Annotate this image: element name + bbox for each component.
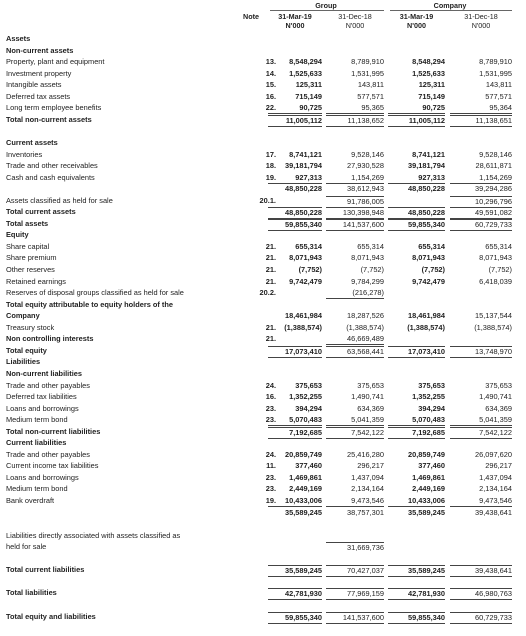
company-2019-value: 20,859,749 xyxy=(408,449,445,459)
row-label: Total current assets xyxy=(6,207,76,217)
row-label: Assets xyxy=(6,34,31,43)
company-2018-value: 1,154,269 xyxy=(450,173,512,184)
group-2018-value: 18,287,526 xyxy=(347,311,384,321)
group-2019-value: 20,859,749 xyxy=(285,449,322,459)
company-2019-value: 35,589,245 xyxy=(388,565,445,577)
company-2019-value: 8,548,294 xyxy=(412,57,445,67)
row-note: 23. xyxy=(265,484,276,494)
row-label: Cash and cash equivalents xyxy=(6,172,95,182)
group-2018-value: 375,653 xyxy=(357,380,384,390)
group-2018-value: 1,490,741 xyxy=(351,392,384,402)
group-2018-value: 1,437,094 xyxy=(351,472,384,482)
company-2019-value: 1,525,633 xyxy=(412,68,445,78)
table-row-subtotal xyxy=(0,600,526,610)
group-2019-value: (7,752) xyxy=(298,265,322,274)
company-2019-value: (7,752) xyxy=(421,265,445,274)
row-label: Intangible assets xyxy=(6,80,62,90)
table-row xyxy=(0,565,526,575)
table-row xyxy=(0,542,526,552)
company-2019-value: 39,181,794 xyxy=(408,161,445,171)
group-2019-value: 715,149 xyxy=(295,91,322,101)
table-row xyxy=(0,496,526,506)
group-2019-value: 42,781,930 xyxy=(268,588,322,600)
table-row xyxy=(0,219,526,229)
group-2018-value: 95,365 xyxy=(326,103,384,114)
row-note: 21. xyxy=(265,253,276,263)
table-row xyxy=(0,415,526,425)
table-row xyxy=(0,531,526,541)
row-label: held for sale xyxy=(6,542,47,552)
row-label: Reserves of disposal groups classified as held for sale xyxy=(6,288,184,298)
company-2018-value: 143,811 xyxy=(485,80,512,90)
row-label: Deferred tax assets xyxy=(6,91,71,101)
company-2018-value: 5,041,359 xyxy=(450,415,512,426)
company-2019-value: 8,741,121 xyxy=(412,149,445,159)
company-2019-value: 18,461,984 xyxy=(408,311,445,321)
group-2019-value: 8,548,294 xyxy=(289,57,322,67)
table-row xyxy=(0,80,526,90)
row-label: Trade and other receivables xyxy=(6,161,98,171)
table-row xyxy=(0,288,526,298)
col3-date: 31-Mar-19 xyxy=(399,12,434,21)
row-label: Current income tax liabilities xyxy=(6,461,99,471)
col1-date: 31-Mar-19 xyxy=(278,12,312,21)
company-2018-value: 1,490,741 xyxy=(479,392,512,402)
table-row xyxy=(0,427,526,437)
group-2019-value: 2,449,169 xyxy=(289,484,322,494)
row-note: 11. xyxy=(266,461,276,471)
group-2018-value: 577,571 xyxy=(357,91,384,101)
row-label: Treasury stock xyxy=(6,322,55,332)
group-2018-value: 70,427,037 xyxy=(326,565,384,577)
group-2018-value: 634,369 xyxy=(357,403,384,413)
group-2019-value: 394,294 xyxy=(295,403,322,413)
company-2019-value: (1,388,574) xyxy=(407,322,445,332)
row-label: Retained earnings xyxy=(6,276,66,286)
row-note: 23. xyxy=(265,415,276,425)
row-label: Share capital xyxy=(6,241,50,251)
table-row xyxy=(0,103,526,113)
table-row xyxy=(0,300,526,310)
row-note: 19. xyxy=(265,172,276,182)
company-2018-value: 634,369 xyxy=(485,403,512,413)
col4-unit: N'000 xyxy=(471,21,491,30)
table-row xyxy=(0,115,526,125)
company-2018-value: 60,729,733 xyxy=(450,612,512,624)
table-row-subtotal xyxy=(0,519,526,529)
group-2018-value: (216,278) xyxy=(326,288,384,299)
group-2019-value: 11,005,112 xyxy=(268,115,322,127)
group-2018-value: 11,138,652 xyxy=(326,115,384,127)
row-note: 20.1. xyxy=(259,195,276,205)
company-2018-value: 9,528,146 xyxy=(479,149,512,159)
row-note: 18. xyxy=(265,161,276,171)
row-label: Equity xyxy=(6,230,29,240)
table-row xyxy=(0,323,526,333)
group-2019-value: 1,525,633 xyxy=(289,68,322,78)
company-2018-value: 39,294,286 xyxy=(475,184,512,194)
group-2018-value: 9,784,299 xyxy=(351,276,384,286)
row-label: Loans and borrowings xyxy=(6,403,79,413)
company-2019-value: 655,314 xyxy=(418,241,445,251)
company-2019-value: 17,073,410 xyxy=(388,346,445,358)
group-2019-value: (1,388,574) xyxy=(284,322,322,332)
company-2018-value: 28,611,871 xyxy=(475,161,512,171)
company-2019-value: 715,149 xyxy=(418,91,445,101)
company-2018-value: 11,138,651 xyxy=(450,115,512,127)
group-2018-value: 9,473,546 xyxy=(326,496,384,507)
row-label: Liabilities directly associated with assets classified as xyxy=(6,530,181,540)
company-2018-value: 2,134,164 xyxy=(479,484,512,494)
company-2018-value: 10,296,796 xyxy=(450,196,512,207)
row-label: Bank overdraft xyxy=(6,496,55,505)
table-row xyxy=(0,346,526,356)
row-label: Total equity attributable to equity holders of the xyxy=(6,299,173,309)
row-label: Deferred tax liabilities xyxy=(6,392,77,402)
table-row xyxy=(0,381,526,391)
table-row xyxy=(0,230,526,240)
group-2018-value: 143,811 xyxy=(357,80,384,90)
group-2018-value: 38,757,301 xyxy=(347,507,384,517)
table-row xyxy=(0,253,526,263)
row-label: Assets classified as held for sale xyxy=(6,195,113,205)
row-label: Non-current liabilities xyxy=(6,368,82,378)
table-row xyxy=(0,150,526,160)
table-row-subtotal xyxy=(0,184,526,194)
company-2019-value: 125,311 xyxy=(418,80,445,90)
group-2018-value: 655,314 xyxy=(357,241,384,251)
row-label: Share premium xyxy=(6,253,57,263)
col2-unit: N'000 xyxy=(345,21,365,30)
row-label: Inventories xyxy=(6,149,43,159)
row-note: 24. xyxy=(265,380,276,390)
group-2018-value: 1,154,269 xyxy=(326,173,384,184)
company-2018-value: 577,571 xyxy=(485,91,512,101)
row-label: Total assets xyxy=(6,218,49,228)
table-row xyxy=(0,207,526,217)
group-2019-value: 59,855,340 xyxy=(268,219,322,231)
company-2018-value: 15,137,544 xyxy=(475,311,512,321)
group-2018-value: 5,041,359 xyxy=(326,415,384,426)
group-2019-value: 18,461,984 xyxy=(285,311,322,321)
company-2018-value: 8,789,910 xyxy=(479,57,512,67)
table-row xyxy=(0,334,526,344)
group-2019-value: 48,850,228 xyxy=(285,184,322,194)
group-2018-value: 141,537,600 xyxy=(326,219,384,231)
row-note: 17. xyxy=(265,149,276,159)
group-2019-value: 377,460 xyxy=(295,461,322,471)
row-note: 16. xyxy=(265,392,276,402)
row-label: Current assets xyxy=(6,137,58,147)
row-label: Company xyxy=(6,311,40,321)
row-note: 21. xyxy=(265,265,276,274)
row-label: Long term employee benefits xyxy=(6,103,102,113)
company-2019-value: 5,070,483 xyxy=(388,415,445,426)
table-row-subtotal xyxy=(0,126,526,136)
table-row xyxy=(0,311,526,321)
row-note: 23. xyxy=(265,472,276,482)
company-2018-value: 655,314 xyxy=(485,241,512,251)
company-2018-value: (1,388,574) xyxy=(474,322,512,332)
row-label: Total non-current assets xyxy=(6,114,92,124)
row-label: Other reserves xyxy=(6,265,55,274)
row-note: 23. xyxy=(265,403,276,413)
group-2018-value: 9,528,146 xyxy=(351,149,384,159)
table-row xyxy=(0,473,526,483)
row-label: Total equity xyxy=(6,345,47,355)
group-2018-value: 1,531,995 xyxy=(351,68,384,78)
row-label: Liabilities xyxy=(6,357,41,367)
company-2018-value: 6,418,039 xyxy=(479,276,512,286)
table-row-subtotal xyxy=(0,554,526,564)
group-2019-value: 10,433,006 xyxy=(268,496,322,507)
company-2018-value: 46,980,763 xyxy=(450,588,512,600)
table-row xyxy=(0,265,526,275)
col4-date: 31-Dec-18 xyxy=(464,12,498,21)
row-label: Total equity and liabilities xyxy=(6,611,96,621)
table-row xyxy=(0,92,526,102)
group-2018-value: (1,388,574) xyxy=(346,322,384,332)
table-row xyxy=(0,57,526,67)
table-row xyxy=(0,369,526,379)
table-row xyxy=(0,392,526,402)
row-note: 15. xyxy=(265,80,276,90)
company-2019-value: 927,313 xyxy=(388,173,445,184)
group-2018-value: 31,669,736 xyxy=(326,542,384,553)
group-2018-value: 8,071,943 xyxy=(351,253,384,263)
group-2018-value: 63,568,441 xyxy=(326,346,384,358)
company-2019-value: 8,071,943 xyxy=(412,253,445,263)
group-2019-value: 655,314 xyxy=(295,241,322,251)
table-row xyxy=(0,277,526,287)
row-note: 16. xyxy=(265,91,276,101)
row-note: 20.2. xyxy=(259,288,276,298)
company-2019-value: 35,589,245 xyxy=(408,507,445,517)
group-2019-value: 5,070,483 xyxy=(268,415,322,426)
row-label: Current liabilities xyxy=(6,438,67,448)
company-2019-value: 394,294 xyxy=(418,403,445,413)
group-2018-value: 7,542,122 xyxy=(326,427,384,439)
row-label: Medium term bond xyxy=(6,484,68,494)
row-label: Property, plant and equipment xyxy=(6,57,105,67)
company-2018-value: 13,748,970 xyxy=(450,346,512,358)
group-2019-value: 35,589,245 xyxy=(268,565,322,577)
table-row-subtotal xyxy=(0,577,526,587)
company-2018-value: 7,542,122 xyxy=(450,427,512,439)
company-2019-value: 10,433,006 xyxy=(388,496,445,507)
group-2018-value: 77,969,159 xyxy=(326,588,384,600)
company-2018-value: 39,438,641 xyxy=(475,507,512,517)
row-label: Total liabilities xyxy=(6,588,57,598)
group-2019-value: 90,725 xyxy=(268,103,322,114)
company-heading-rule xyxy=(390,10,512,11)
row-label: Non controlling interests xyxy=(6,334,94,344)
company-2018-value: 26,097,620 xyxy=(475,449,512,459)
company-2019-value: 9,742,479 xyxy=(412,276,445,286)
row-note: 21. xyxy=(265,334,276,344)
company-2018-value: 49,591,082 xyxy=(450,207,512,219)
company-2018-value: 8,071,943 xyxy=(479,253,512,263)
table-row xyxy=(0,438,526,448)
group-2019-value: 7,192,685 xyxy=(268,427,322,439)
group-2018-value: 130,398,948 xyxy=(326,207,384,219)
group-2019-value: 8,741,121 xyxy=(289,149,322,159)
group-2018-value: 296,217 xyxy=(357,461,384,471)
table-row xyxy=(0,242,526,252)
group-2018-value: 2,134,164 xyxy=(351,484,384,494)
company-2018-value: 296,217 xyxy=(485,461,512,471)
row-note: 14. xyxy=(265,68,276,78)
table-row xyxy=(0,196,526,206)
group-2018-value: 46,669,489 xyxy=(326,334,384,345)
table-row xyxy=(0,588,526,598)
group-2018-value: 141,537,600 xyxy=(326,612,384,624)
group-2019-value: 17,073,410 xyxy=(268,346,322,358)
row-label: Trade and other payables xyxy=(6,380,90,390)
company-2019-value: 48,850,228 xyxy=(388,207,445,219)
company-2018-value: (7,752) xyxy=(488,265,512,274)
company-2018-value: 375,653 xyxy=(485,380,512,390)
col3-unit: N'000 xyxy=(407,21,426,30)
group-2019-value: 8,071,943 xyxy=(289,253,322,263)
row-label: Total non-current liabilities xyxy=(6,426,101,436)
company-2019-value: 2,449,169 xyxy=(412,484,445,494)
company-2019-value: 59,855,340 xyxy=(388,219,445,231)
row-note: 21. xyxy=(265,241,276,251)
company-2019-value: 377,460 xyxy=(418,461,445,471)
company-2019-value: 1,469,861 xyxy=(412,472,445,482)
col1-unit: N'000 xyxy=(285,21,305,30)
company-2018-value: 95,364 xyxy=(450,103,512,114)
group-2019-value: 39,181,794 xyxy=(285,161,322,171)
company-heading: Company xyxy=(433,1,467,10)
group-2018-value: 38,612,943 xyxy=(347,184,384,194)
group-2019-value: 375,653 xyxy=(295,380,322,390)
group-heading-rule xyxy=(270,10,384,11)
table-row xyxy=(0,404,526,414)
row-note: 19. xyxy=(265,496,276,505)
group-2019-value: 125,311 xyxy=(295,80,322,90)
row-label: Trade and other payables xyxy=(6,449,90,459)
group-2018-value: (7,752) xyxy=(360,265,384,274)
company-2018-value: 9,473,546 xyxy=(450,496,512,507)
company-2018-value: 60,729,733 xyxy=(450,219,512,231)
group-2019-value: 48,850,228 xyxy=(268,207,322,219)
row-note: 24. xyxy=(265,449,276,459)
table-row xyxy=(0,357,526,367)
row-label: Total current liabilities xyxy=(6,565,85,575)
group-2019-value: 1,352,255 xyxy=(289,392,322,402)
row-label: Non-current assets xyxy=(6,45,74,55)
group-2018-value: 27,930,528 xyxy=(347,161,384,171)
group-2019-value: 35,589,245 xyxy=(285,507,322,517)
company-2019-value: 90,725 xyxy=(388,103,445,114)
group-heading: Group xyxy=(315,1,337,10)
row-note: 21. xyxy=(265,276,276,286)
col2-date: 31-Dec-18 xyxy=(338,12,372,21)
row-note: 13. xyxy=(265,57,276,67)
group-2019-value: 1,469,861 xyxy=(289,472,322,482)
row-note: 21. xyxy=(265,322,276,332)
company-2018-value: 1,437,094 xyxy=(479,472,512,482)
group-2018-value: 25,416,280 xyxy=(347,449,384,459)
note-heading: Note xyxy=(243,12,259,21)
group-2019-value: 927,313 xyxy=(268,173,322,184)
table-row-subtotal xyxy=(0,508,526,518)
group-2019-value: 59,855,340 xyxy=(268,612,322,624)
table-row xyxy=(0,461,526,471)
company-2019-value: 1,352,255 xyxy=(412,392,445,402)
table-row xyxy=(0,69,526,79)
company-2018-value: 1,531,995 xyxy=(479,68,512,78)
row-note: 22. xyxy=(265,103,276,113)
table-row xyxy=(0,450,526,460)
company-2019-value: 42,781,930 xyxy=(388,588,445,600)
group-2018-value: 8,789,910 xyxy=(351,57,384,67)
company-2019-value: 7,192,685 xyxy=(388,427,445,439)
table-row xyxy=(0,612,526,622)
company-2019-value: 375,653 xyxy=(418,380,445,390)
table-row xyxy=(0,34,526,44)
row-label: Loans and borrowings xyxy=(6,472,79,482)
company-2019-value: 11,005,112 xyxy=(388,115,445,127)
table-row xyxy=(0,161,526,171)
company-2018-value: 39,438,641 xyxy=(450,565,512,577)
group-2019-value: 9,742,479 xyxy=(289,276,322,286)
table-row xyxy=(0,484,526,494)
row-label: Investment property xyxy=(6,68,72,78)
row-label: Medium term bond xyxy=(6,415,68,425)
company-2019-value: 59,855,340 xyxy=(388,612,445,624)
company-2019-value: 48,850,228 xyxy=(408,184,445,194)
group-2018-value: 91,786,005 xyxy=(326,196,384,207)
table-row xyxy=(0,46,526,56)
table-row xyxy=(0,173,526,183)
table-row xyxy=(0,138,526,148)
